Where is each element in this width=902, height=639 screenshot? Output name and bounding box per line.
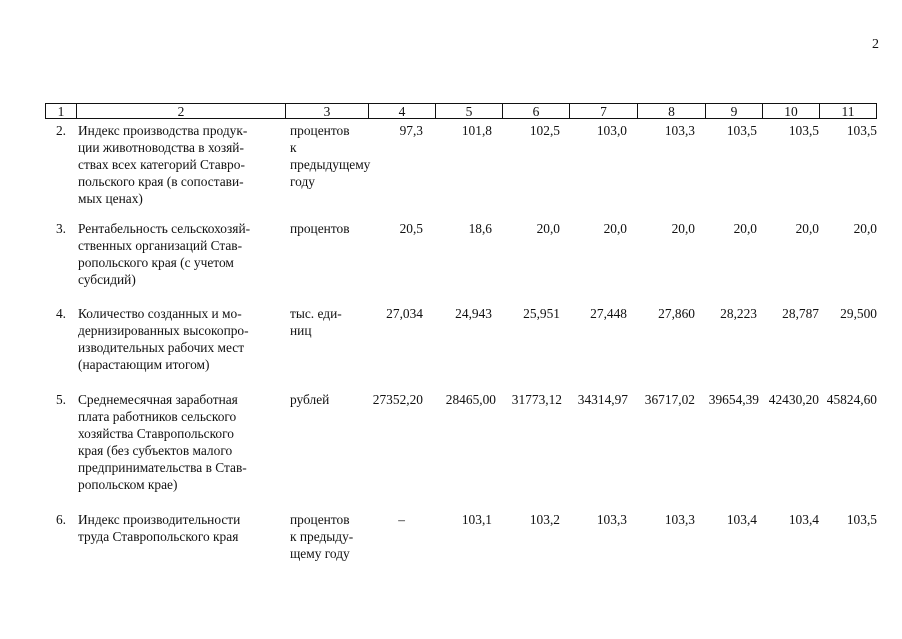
indicator-line: ственных организаций Став-: [78, 238, 243, 253]
header-col-4: 4: [368, 103, 436, 119]
unit-line: процентов: [290, 123, 350, 138]
indicator-name: [78, 305, 280, 373]
value-cell: –: [398, 512, 405, 527]
header-col-10: 10: [762, 103, 820, 119]
value-cell: 20,0: [536, 221, 560, 236]
value-cell: 103,1: [461, 512, 492, 527]
unit-line: к предыдущему: [290, 140, 371, 172]
unit-line: щему году: [290, 546, 350, 561]
unit-line: к предыду-: [290, 529, 354, 544]
indicator-line: субсидий): [78, 272, 136, 287]
indicator-line: края (без субъектов малого: [78, 443, 233, 458]
unit-line: процентов: [290, 512, 350, 527]
indicator-name: [78, 391, 280, 493]
value-cell: 20,0: [671, 221, 695, 236]
value-cell: 103,5: [846, 512, 877, 527]
indicator-line: ропольском крае): [78, 477, 178, 492]
value-cell: 27,860: [658, 306, 695, 321]
row-number: 6.: [55, 512, 66, 527]
indicator-line: мых ценах): [78, 191, 143, 206]
value-cell: 28,787: [782, 306, 819, 321]
row-number: 5.: [55, 392, 66, 407]
indicator-line: дернизированных высокопро-: [78, 323, 249, 338]
unit: [290, 391, 364, 408]
value-cell: 103,5: [846, 123, 877, 138]
indicator-name: [78, 220, 280, 288]
unit: [290, 220, 364, 237]
indicator-name: [78, 122, 280, 207]
value-cell: 36717,02: [644, 392, 695, 407]
indicator-line: Количество созданных и мо-: [78, 306, 242, 321]
value-cell: 103,2: [529, 512, 560, 527]
value-cell: 31773,12: [511, 392, 562, 407]
indicator-line: хозяйства Ставропольского: [78, 426, 234, 441]
value-cell: 97,3: [399, 123, 423, 138]
value-cell: 27352,20: [372, 392, 423, 407]
unit: [290, 511, 364, 562]
row-number: 4.: [55, 306, 66, 321]
unit-line: ниц: [290, 323, 312, 338]
unit-line: рублей: [290, 392, 330, 407]
indicator-line: изводительных рабочих мест: [78, 340, 245, 355]
unit-line: процентов: [290, 221, 350, 236]
unit-line: году: [290, 174, 315, 189]
value-cell: 42430,20: [768, 392, 819, 407]
page-number: 2: [872, 37, 879, 52]
row-number: 3.: [55, 221, 66, 236]
value-cell: 20,0: [603, 221, 627, 236]
indicator-line: Рентабельность сельскохозяй-: [78, 221, 251, 236]
value-cell: 25,951: [523, 306, 560, 321]
value-cell: 39654,39: [708, 392, 759, 407]
value-cell: 28465,00: [445, 392, 496, 407]
value-cell: 102,5: [529, 123, 560, 138]
indicator-line: (нарастающим итогом): [78, 357, 210, 372]
value-cell: 103,3: [664, 123, 695, 138]
value-cell: 103,0: [596, 123, 627, 138]
indicator-line: ропольского края (с учетом: [78, 255, 234, 270]
indicator-line: плата работников сельского: [78, 409, 237, 424]
indicator-line: Среднемесячная заработная: [78, 392, 238, 407]
header-col-9: 9: [705, 103, 763, 119]
value-cell: 20,0: [853, 221, 877, 236]
value-cell: 28,223: [720, 306, 757, 321]
header-col-11: 11: [819, 103, 877, 119]
value-cell: 27,448: [590, 306, 627, 321]
indicator-line: ции животноводства в хозяй-: [78, 140, 244, 155]
indicator-line: Индекс производства продук-: [78, 123, 248, 138]
table-header: [46, 103, 878, 119]
header-col-6: 6: [502, 103, 570, 119]
value-cell: 29,500: [840, 306, 877, 321]
indicator-line: польского края (в сопостави-: [78, 174, 244, 189]
row-number: 2.: [55, 123, 66, 138]
header-col-2: 2: [76, 103, 286, 119]
value-cell: 24,943: [455, 306, 492, 321]
unit-line: тыс. еди-: [290, 306, 342, 321]
header-col-3: 3: [285, 103, 369, 119]
header-col-7: 7: [569, 103, 638, 119]
value-cell: 45824,60: [826, 392, 877, 407]
value-cell: 103,5: [788, 123, 819, 138]
header-col-5: 5: [435, 103, 503, 119]
value-cell: 34314,97: [577, 392, 628, 407]
header-col-1: 1: [45, 103, 77, 119]
value-cell: 20,0: [733, 221, 757, 236]
value-cell: 20,5: [399, 221, 423, 236]
unit: [290, 305, 364, 339]
value-cell: 103,4: [788, 512, 819, 527]
value-cell: 103,3: [596, 512, 627, 527]
indicator-line: предпринимательства в Став-: [78, 460, 247, 475]
value-cell: 101,8: [461, 123, 492, 138]
value-cell: 103,5: [726, 123, 757, 138]
indicator-line: труда Ставропольского края: [78, 529, 239, 544]
header-col-8: 8: [637, 103, 706, 119]
indicator-line: ствах всех категорий Ставро-: [78, 157, 245, 172]
value-cell: 20,0: [795, 221, 819, 236]
value-cell: 18,6: [468, 221, 492, 236]
indicator-name: [78, 511, 280, 545]
value-cell: 103,3: [664, 512, 695, 527]
indicator-line: Индекс производительности: [78, 512, 241, 527]
unit: [290, 122, 371, 190]
value-cell: 27,034: [386, 306, 423, 321]
value-cell: 103,4: [726, 512, 757, 527]
